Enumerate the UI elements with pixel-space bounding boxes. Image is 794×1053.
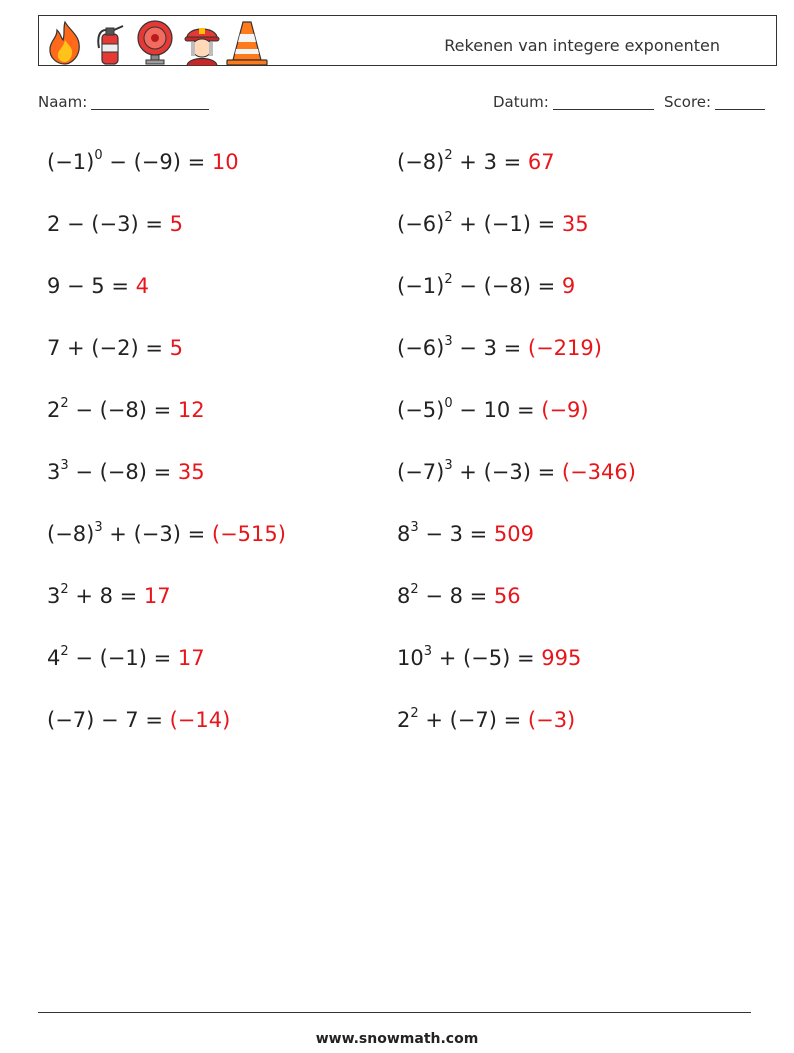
problem-exponent: 3 bbox=[444, 458, 453, 473]
name-label: Naam: bbox=[38, 93, 88, 111]
problem-operation: + (−3) = bbox=[452, 460, 562, 484]
problem-item bbox=[397, 459, 636, 485]
problem-answer: (−9) bbox=[541, 398, 589, 422]
worksheet-header bbox=[38, 15, 777, 66]
name-blank[interactable] bbox=[91, 93, 209, 110]
problem-exponent: 2 bbox=[60, 396, 69, 411]
problem-base: 7 + (−2) = bbox=[47, 336, 170, 360]
fire-alarm-icon bbox=[135, 18, 175, 66]
date-blank[interactable] bbox=[553, 93, 654, 110]
problem-base: 8 bbox=[397, 522, 411, 546]
problem-answer: 67 bbox=[527, 150, 555, 174]
problem-base: (−7) bbox=[397, 460, 445, 484]
score-field bbox=[664, 93, 765, 111]
problem-answer: 17 bbox=[177, 646, 205, 670]
problem-item bbox=[397, 521, 534, 547]
problem-item bbox=[397, 583, 521, 609]
problem-base: (−1) bbox=[47, 150, 95, 174]
problem-base: 3 bbox=[47, 460, 61, 484]
problem-item bbox=[397, 335, 602, 361]
problem-exponent: 3 bbox=[410, 520, 419, 535]
traffic-cone-icon bbox=[225, 18, 269, 66]
problem-exponent: 0 bbox=[444, 396, 453, 411]
problem-answer: 17 bbox=[143, 584, 171, 608]
problem-item bbox=[397, 149, 555, 175]
problem-base: 8 bbox=[397, 584, 411, 608]
problem-item bbox=[397, 707, 575, 733]
problem-item bbox=[397, 211, 589, 237]
problem-base: (−8) bbox=[397, 150, 445, 174]
problem-operation: − (−9) = bbox=[102, 150, 212, 174]
problem-base: 4 bbox=[47, 646, 61, 670]
problem-item bbox=[47, 211, 183, 237]
problem-answer: 4 bbox=[135, 274, 149, 298]
problem-answer: 35 bbox=[177, 460, 205, 484]
firefighter-icon bbox=[181, 18, 223, 66]
problem-item bbox=[47, 645, 205, 671]
problem-exponent: 2 bbox=[444, 272, 453, 287]
problem-exponent: 2 bbox=[410, 706, 419, 721]
problem-base: 3 bbox=[47, 584, 61, 608]
problem-item bbox=[47, 583, 171, 609]
problem-operation: + (−5) = bbox=[432, 646, 542, 670]
problem-base: 2 − (−3) = bbox=[47, 212, 170, 236]
problem-operation: − 10 = bbox=[452, 398, 542, 422]
problem-answer: 9 bbox=[561, 274, 576, 298]
name-field bbox=[38, 93, 209, 111]
problem-base: (−7) − 7 = bbox=[47, 708, 170, 732]
problem-answer: (−3) bbox=[527, 708, 576, 732]
problem-operation: + (−3) = bbox=[102, 522, 212, 546]
problem-base: (−1) bbox=[397, 274, 445, 298]
problem-operation: − (−8) = bbox=[68, 460, 178, 484]
problem-operation: − (−8) = bbox=[452, 274, 562, 298]
problem-exponent: 2 bbox=[444, 210, 453, 225]
fire-icon bbox=[45, 18, 85, 66]
problem-answer: 35 bbox=[561, 212, 589, 236]
problem-item bbox=[47, 459, 205, 485]
problem-item bbox=[47, 521, 286, 547]
problem-base: (−8) bbox=[47, 522, 95, 546]
problem-answer: 12 bbox=[177, 398, 205, 422]
problem-answer: 5 bbox=[169, 212, 183, 236]
score-label: Score: bbox=[664, 93, 712, 111]
footer-divider bbox=[38, 1012, 751, 1013]
problem-exponent: 3 bbox=[60, 458, 69, 473]
problem-answer: 509 bbox=[493, 522, 535, 546]
problem-base: (−6) bbox=[397, 336, 445, 360]
problem-answer: (−346) bbox=[561, 460, 636, 484]
problem-base: 9 − 5 = bbox=[47, 274, 136, 298]
date-label: Datum: bbox=[493, 93, 549, 111]
problem-exponent: 3 bbox=[444, 334, 453, 349]
problem-exponent: 3 bbox=[94, 520, 103, 535]
problem-base: 2 bbox=[47, 398, 61, 422]
date-field bbox=[493, 93, 654, 111]
problem-operation: + (−1) = bbox=[452, 212, 562, 236]
problem-answer: 56 bbox=[493, 584, 521, 608]
problem-exponent: 3 bbox=[423, 644, 433, 659]
problem-operation: − 3 = bbox=[452, 336, 528, 360]
problem-item bbox=[47, 335, 183, 361]
problem-item bbox=[47, 707, 230, 733]
problem-operation: + 8 = bbox=[68, 584, 144, 608]
problem-answer: 5 bbox=[169, 336, 183, 360]
score-blank[interactable] bbox=[715, 93, 765, 110]
problem-operation: + (−7) = bbox=[418, 708, 528, 732]
problem-operation: − (−8) = bbox=[68, 398, 178, 422]
problem-base: 10 bbox=[397, 646, 424, 670]
problem-base: (−5) bbox=[397, 398, 445, 422]
problem-base: 2 bbox=[397, 708, 411, 732]
problem-exponent: 2 bbox=[60, 644, 69, 659]
problem-operation: − 8 = bbox=[418, 584, 494, 608]
problem-answer: (−515) bbox=[211, 522, 286, 546]
problem-base: (−6) bbox=[397, 212, 445, 236]
fire-extinguisher-icon bbox=[93, 18, 127, 66]
problem-item bbox=[47, 149, 239, 175]
problem-item bbox=[47, 397, 205, 423]
problem-item bbox=[397, 273, 575, 299]
problem-exponent: 2 bbox=[60, 582, 69, 597]
problem-operation: − (−1) = bbox=[68, 646, 178, 670]
problem-answer: (−219) bbox=[527, 336, 602, 360]
problem-operation: + 3 = bbox=[452, 150, 528, 174]
problem-answer: 10 bbox=[211, 150, 239, 174]
problem-item bbox=[397, 397, 589, 423]
problem-item bbox=[47, 273, 149, 299]
problem-exponent: 2 bbox=[410, 582, 419, 597]
problem-exponent: 0 bbox=[94, 148, 103, 163]
footer-url: www.snowmath.com bbox=[315, 1031, 479, 1047]
problem-operation: − 3 = bbox=[418, 522, 494, 546]
problem-exponent: 2 bbox=[444, 148, 453, 163]
worksheet-title: Rekenen van integere exponenten bbox=[444, 36, 720, 55]
problem-answer: (−14) bbox=[169, 708, 231, 732]
problem-answer: 995 bbox=[541, 646, 582, 670]
problem-item bbox=[397, 645, 581, 671]
